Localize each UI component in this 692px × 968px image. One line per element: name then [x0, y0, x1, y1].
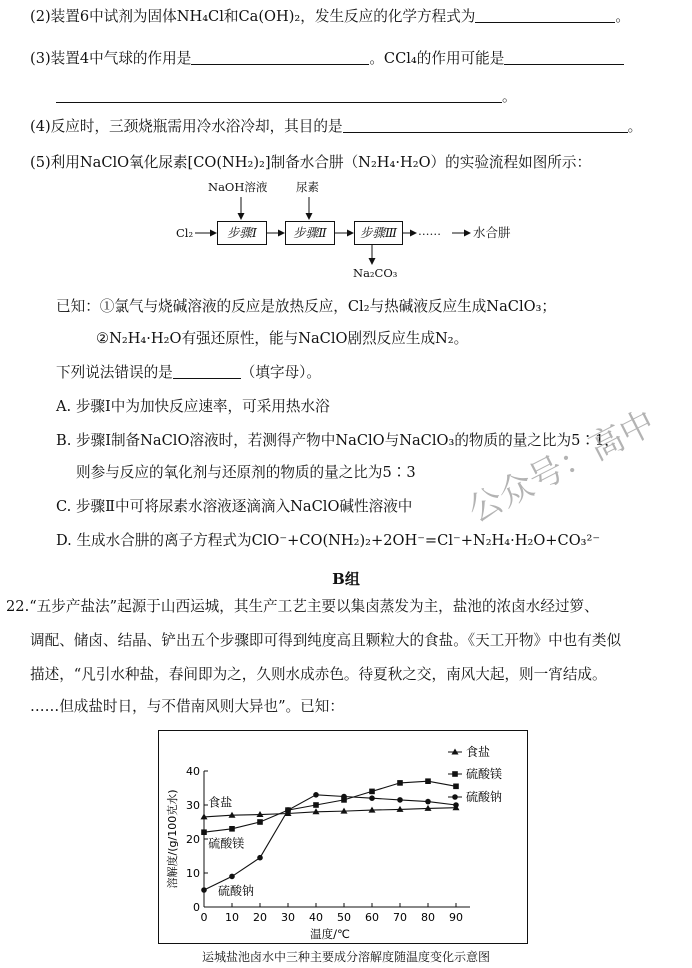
y-tick-label: 40 [186, 765, 200, 778]
y-tick-label: 0 [193, 901, 200, 914]
data-point [425, 799, 431, 805]
q4-text: (4)反应时，三颈烧瓶需用冷水浴冷却，其目的是 [30, 118, 343, 135]
flow-step3: 步骤Ⅲ [354, 221, 403, 245]
data-point [201, 829, 207, 835]
solubility-chart [158, 730, 528, 944]
q3-text: (3)装置4中气球的作用是 [30, 50, 192, 67]
x-tick-label: 30 [281, 911, 295, 924]
x-tick-label: 20 [253, 911, 267, 924]
data-point [397, 797, 403, 803]
q3-end: 。 [502, 88, 517, 105]
ask-end: （填字母）。 [240, 364, 322, 381]
legend-label: 硫酸钠 [466, 790, 503, 804]
option-c: C. 步骤Ⅱ中可将尿素水溶液逐滴滴入NaClO碱性溶液中 [56, 498, 413, 515]
data-point [425, 778, 431, 784]
flow-dots: …… [418, 224, 441, 238]
option-a: A. 步骤Ⅰ中为加快反应速率，可采用热水浴 [56, 398, 330, 415]
q22-line-2: 调配、储卤、结晶、铲出五个步骤即可得到纯度高且颗粒大的食盐。《天工开物》中也有类似 [30, 632, 622, 649]
y-tick-label: 20 [186, 833, 200, 846]
data-point [285, 807, 291, 813]
known-1: 已知：①氯气与烧碱溶液的反应是放热反应，Cl₂与热碱液反应生成NaClO₃； [56, 298, 557, 315]
section-heading: B组 [332, 570, 360, 588]
x-axis-label: 温度/℃ [310, 927, 350, 941]
flow-step1: 步骤Ⅰ [217, 221, 267, 245]
flow-cl2: Cl₂ [176, 226, 194, 240]
flow-arrows [0, 0, 692, 300]
q22-line-1: 22.“五步产盐法”起源于山西运城，其生产工艺主要以集卤蒸发为主，盐池的浓卤水经过箩、 [6, 598, 599, 615]
chart-labels [208, 744, 502, 898]
data-point [257, 819, 263, 825]
known-2: ②N₂H₄·H₂O有强还原性，能与NaClO剧烈反应生成N₂。 [96, 330, 469, 347]
series-line-0 [204, 808, 456, 817]
annotation: 食盐 [208, 795, 233, 810]
data-point [369, 789, 375, 795]
chart-axes [165, 765, 470, 941]
legend-label: 硫酸镁 [466, 767, 503, 781]
legend-label: 食盐 [466, 745, 491, 759]
legend-marker [452, 794, 458, 800]
data-point [341, 794, 347, 800]
x-tick-label: 40 [309, 911, 323, 924]
chart-caption: 运城盐池卤水中三种主要成分溶解度随温度变化示意图 [201, 950, 490, 964]
q2-text: (2)装置6中试剂为固体NH₄Cl和Ca(OH)₂，发生反应的化学方程式为 [30, 8, 476, 25]
data-point [257, 855, 263, 861]
y-axis-label: 溶解度/(g/100克水) [166, 789, 179, 889]
data-point [229, 874, 235, 880]
q2-end: 。 [615, 8, 631, 25]
annotation: 硫酸钠 [218, 884, 255, 899]
data-point [201, 887, 207, 893]
ask-line [56, 364, 321, 382]
q22-line-3: 描述，“凡引水种盐，春间即为之，久则水成赤色。待夏秋之交，南风大起，则一宵结成。 [30, 666, 607, 683]
flow-byproduct: Na₂CO₃ [353, 266, 398, 280]
x-tick-label: 60 [365, 911, 379, 924]
data-point [313, 802, 319, 808]
data-point [453, 784, 459, 790]
x-tick-label: 70 [393, 911, 407, 924]
x-tick-label: 50 [337, 911, 351, 924]
q4-end: 。 [627, 118, 643, 135]
series-line-1 [204, 781, 456, 832]
flow-naoh: NaOH溶液 [208, 180, 268, 194]
q5-line: (5)利用NaClO氧化尿素[CO(NH₂)₂]制备水合肼（N₂H₄·H₂O）的实验流程如图所示： [30, 154, 592, 171]
option-b-line-1: B. 步骤Ⅰ制备NaClO溶液时，若测得产物中NaClO与NaClO₃的物质的量之比为5∶1， [56, 432, 619, 449]
ask-answer-blank[interactable] [173, 364, 241, 379]
data-point [397, 780, 403, 786]
ask-text: 下列说法错误的是 [56, 364, 173, 381]
x-tick-label: 0 [200, 911, 208, 924]
data-point [369, 795, 375, 801]
x-tick-label: 90 [449, 911, 463, 924]
y-tick-label: 30 [186, 799, 200, 812]
flow-step2: 步骤Ⅱ [285, 221, 335, 245]
x-tick-label: 80 [421, 911, 435, 924]
flow-urea: 尿素 [296, 180, 319, 194]
watermark: 公众号：高中 [461, 402, 662, 531]
flow-product: 水合肼 [473, 225, 511, 240]
q3-mid: 。CCl₄的作用可能是 [369, 50, 505, 67]
option-b-line-2: 则参与反应的氧化剂与还原剂的物质的量之比为5∶3 [76, 464, 416, 481]
annotation: 硫酸镁 [208, 836, 245, 851]
y-tick-label: 10 [186, 867, 200, 880]
data-point [313, 792, 319, 798]
q22-line-4: ……但成盐时日，与不借南风则大异也”。已知： [30, 698, 344, 715]
option-d: D. 生成水合肼的离子方程式为ClO⁻+CO(NH₂)₂+2OH⁻=Cl⁻+N₂H₄·H₂O+CO₃²⁻ [56, 532, 601, 549]
legend-marker [452, 771, 458, 777]
data-point [229, 826, 235, 832]
x-tick-label: 10 [225, 911, 239, 924]
data-point [453, 802, 459, 808]
